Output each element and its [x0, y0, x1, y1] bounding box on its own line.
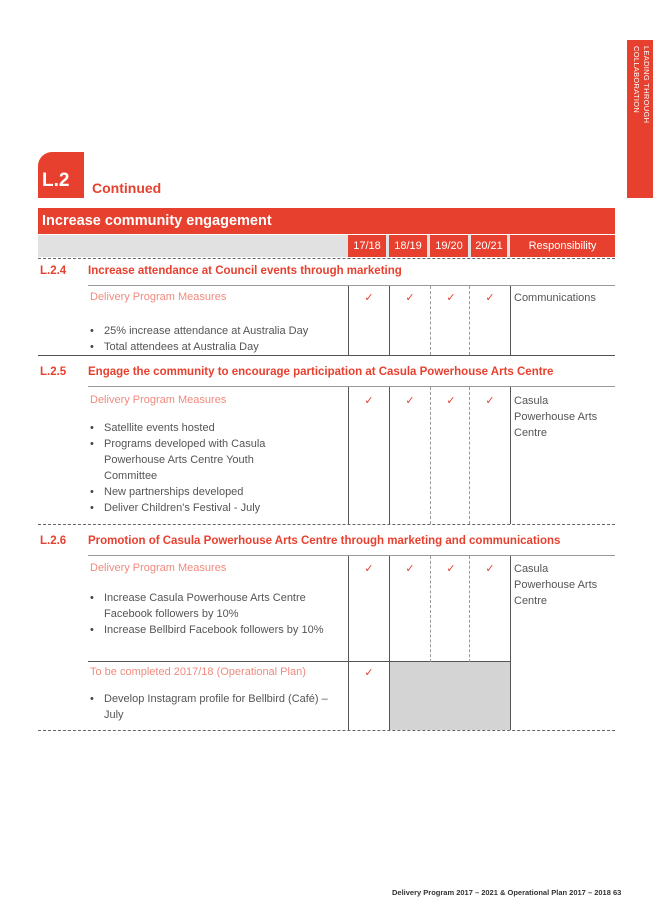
item-title-l24: Increase attendance at Council events through marketing — [88, 265, 402, 277]
item-divider-l25 — [88, 386, 615, 387]
tick-l25-4: ✓ — [485, 395, 495, 407]
item-title-l25: Engage the community to encourage participation at Casula Powerhouse Arts Centre — [88, 366, 554, 378]
col-divider — [348, 286, 349, 355]
col-divider — [469, 556, 470, 662]
responsibility-l25: Casula Powerhouse Arts Centre — [514, 395, 598, 439]
table-header — [38, 235, 615, 257]
tick-l24-1: ✓ — [364, 292, 374, 304]
operational-label-l26: To be completed 2017/18 (Operational Plan) — [90, 666, 306, 678]
operational-bullet-l26: • Develop Instagram profile for Bellbird (Café) – July — [104, 691, 336, 723]
tick-l25-1: ✓ — [364, 395, 374, 407]
bullet-l25-4: • Deliver Children's Festival - July — [104, 500, 344, 516]
col-divider — [469, 387, 470, 524]
col-divider — [430, 387, 431, 524]
col-divider — [389, 556, 390, 730]
tick-l24-3: ✓ — [446, 292, 456, 304]
section-title-bar — [38, 208, 615, 234]
measures-label-l26: Delivery Program Measures — [90, 562, 227, 574]
header-year-2: 18/19 — [389, 235, 427, 257]
tick-l24-4: ✓ — [485, 292, 495, 304]
continued-label: Continued — [92, 180, 162, 196]
item-code-l24: L.2.4 — [40, 265, 67, 277]
col-divider — [469, 286, 470, 355]
measures-label-l25: Delivery Program Measures — [90, 394, 227, 406]
bullet-l25-1: • Satellite events hosted — [104, 420, 344, 436]
tick-l24-2: ✓ — [405, 292, 415, 304]
tick-l26-3: ✓ — [446, 563, 456, 575]
header-divider — [38, 258, 615, 259]
item-title-l26: Promotion of Casula Powerhouse Arts Centre through marketing and communications — [88, 535, 561, 547]
bullet-l24-1: • 25% increase attendance at Australia Day — [104, 323, 344, 339]
col-divider — [389, 286, 390, 355]
bullet-l26-1: • Increase Casula Powerhouse Arts Centre Facebook followers by 10% — [104, 590, 336, 622]
responsibility-l24: Communications — [514, 292, 596, 304]
item-code-l25: L.2.5 — [40, 366, 67, 378]
tick-l25-2: ✓ — [405, 395, 415, 407]
col-divider — [348, 387, 349, 524]
header-responsibility: Responsibility — [510, 235, 615, 257]
col-divider — [510, 286, 511, 355]
row-divider — [38, 730, 615, 731]
tick-l26-4: ✓ — [485, 563, 495, 575]
bullet-l25-3: • New partnerships developed — [104, 484, 344, 500]
not-applicable-shading — [390, 662, 510, 730]
item-divider-l24 — [88, 285, 615, 286]
badge-code: L.2 — [42, 170, 70, 191]
row-divider — [38, 355, 615, 356]
section-title: Increase community engagement — [42, 213, 272, 229]
header-year-3: 19/20 — [430, 235, 468, 257]
item-divider-l26 — [88, 555, 615, 556]
col-divider — [389, 387, 390, 524]
operational-tick-l26: ✓ — [364, 667, 374, 679]
responsibility-l26: Casula Powerhouse Arts Centre — [514, 563, 598, 607]
col-divider — [510, 556, 511, 730]
col-divider — [348, 556, 349, 730]
col-divider — [430, 556, 431, 662]
col-divider — [510, 387, 511, 524]
tick-l26-2: ✓ — [405, 563, 415, 575]
side-section-tab — [627, 40, 653, 198]
tick-l25-3: ✓ — [446, 395, 456, 407]
page-footer: Delivery Program 2017 – 2021 & Operational Plan 2017 – 2018 63 — [392, 888, 622, 897]
item-code-l26: L.2.6 — [40, 535, 67, 547]
bullet-l26-2: • Increase Bellbird Facebook followers by 10% — [104, 622, 336, 638]
bullet-l25-2: • Programs developed with Casula Powerhouse Arts Centre Youth Committee — [104, 436, 294, 484]
header-year-1: 17/18 — [348, 235, 386, 257]
tick-l26-1: ✓ — [364, 563, 374, 575]
side-tab-label: LEADING THROUGH COLLABORATION — [632, 46, 651, 124]
bullet-l24-2: • Total attendees at Australia Day — [104, 339, 344, 355]
header-year-4: 20/21 — [471, 235, 507, 257]
row-divider — [38, 524, 615, 525]
section-badge — [38, 152, 84, 198]
measures-label-l24: Delivery Program Measures — [90, 291, 227, 303]
col-divider — [430, 286, 431, 355]
